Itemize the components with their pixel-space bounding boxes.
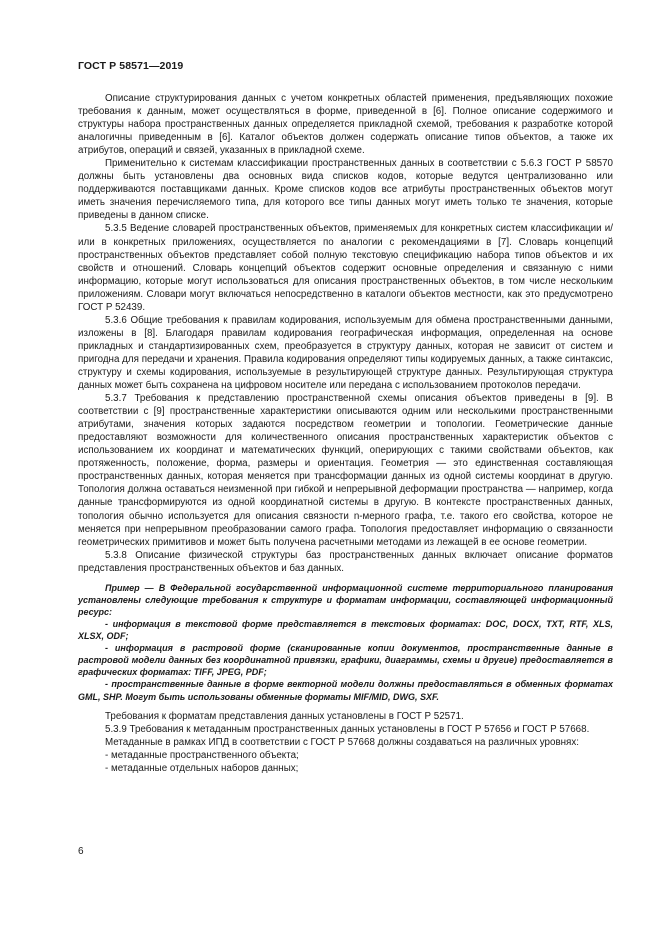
document-body [78, 92, 613, 775]
paragraph: 5.3.9 Требования к метаданным пространственных данных установлены в ГОСТ Р 57656 и ГОСТ Р 57668. [105, 723, 590, 735]
example-item: - пространственные данные в форме векторной модели должны предоставляться в обменных форматах GML, SHP. Могут быть использованы обменные форматы MIF/MID, DWG, SXF. [78, 679, 613, 702]
document-header: ГОСТ Р 58571—2019 [78, 60, 184, 72]
paragraph: Применительно к системам классификации пространственных данных в соответствии с 5.6.3 ГОСТ Р 58570 должны быть установлены два основных вида списков кодов, которые ведутся централизованно или поддерживаются поставщиками данных. Кроме списков кодов все атрибуты пространственных объектов могут иметь значения перечисляемого типа, для которого все типы данных могут иметь только те значения, которые приведены в данном списке. [78, 158, 613, 222]
page-number: 6 [78, 846, 84, 857]
paragraph: 5.3.7 Требования к представлению пространственной схемы описания объектов приведены в [9]. В соответствии с [9] пространственные характеристики описываются одним или несколькими пространственными атрибутами, значения которых задаются посредством геометрии и топологии. Геометрические данные предоставляют возможности для количественного описания пространственных характеристик объектов с использованием их координат и математических функций, оперирующих с такими свойствами объектов, как протяженность, положение, форма, размеры и ориентация. Геометрия — это единственная составляющая пространственных данных, которая меняется при трансформации данных из одной системы координат в другую. Топология должна оставаться неизменной при гибкой и непрерывной деформации пространства — например, когда данные трансформируются из одной координатной системы в другую. В контексте пространственных данных, топология обычно используется для описания связности n-мерного графа, т.е. такого его свойства, которое не меняется при непрерывном преобразовании самого графа. Топология предоставляет информацию о связанности геометрических примитивов и может быть получена расчетными методами из лежащей в ее основе геометрии. [78, 393, 613, 548]
paragraph: 5.3.5 Ведение словарей пространственных объектов, применяемых для конкретных систем классификации и/или в конкретных приложениях, осуществляется по аналогии с рекомендациями в [7]. Словарь концепций пространственных объектов представляет собой полную текстовую спецификацию набора типов объектов и их свойств и отношений. Словарь концепций объектов содержит основные определения и связанную с ними информацию, которые могут использоваться для описания пространственных объектов, в том числе нескольким приложениям. Словари могут включаться непосредственно в каталоги объектов местности, как это предусмотрено ГОСТ Р 52439. [78, 223, 613, 313]
list-item: - метаданные пространственного объекта; [105, 749, 299, 761]
paragraph: Метаданные в рамках ИПД в соответствии с ГОСТ Р 57668 должны создаваться на различных уровнях: [105, 736, 579, 748]
paragraph: 5.3.6 Общие требования к правилам кодирования, используемым для обмена пространственными данными, изложены в [8]. Благодаря правилам кодирования географическая информация, определенная на основе прикладных и стандартизированных схем, преобразуется в структуру данных, которая не зависит от систем и пригодна для передачи и хранения. Правила кодирования определяют типы кодируемых данных, а также синтаксис, структуру и схемы кодирования, используемые в результирующей структуре данных. Результирующая структура данных может быть сохранена на цифровом носителе или передана с использованием протоколов передачи. [78, 314, 613, 392]
example-item: - информация в растровой форме (сканированные копии документов, пространственные данные в растровой модели данных без координатной привязки, графики, диаграммы, схемы и другие) предоставляется в графических форматах: TIFF, JPEG, PDF; [78, 643, 613, 678]
paragraph: 5.3.8 Описание физической структуры баз пространственных данных включает описание форматов представления пространственных объектов и баз данных. [78, 549, 613, 574]
example-item: - информация в текстовой форме представляется в текстовых форматах: DOC, DOCX, TXT, RTF, XLS, XLSX, ODF; [78, 619, 613, 642]
example-intro: Пример — В Федеральной государственной информационной системе территориального планирования установлены следующие требования к структуре и форматам информации, составляющей информационный ресурс: [78, 582, 613, 617]
paragraph: Описание структурирования данных с учетом конкретных областей применения, предъявляющих похожие требования к данным, может осуществляться в форме, приведенной в [6]. Полное описание содержимого и структуры набора пространственных данных определяется прикладной схемой, требования к разработке которой аналогичны приведенным в [6]. Каталог объектов должен содержать описание типов объектов, а также их атрибутов, операций и связей, указанных в прикладной схеме. [78, 93, 613, 157]
paragraph: Требования к форматам представления данных установлены в ГОСТ Р 52571. [105, 710, 464, 722]
list-item: - метаданные отдельных наборов данных; [105, 762, 299, 774]
